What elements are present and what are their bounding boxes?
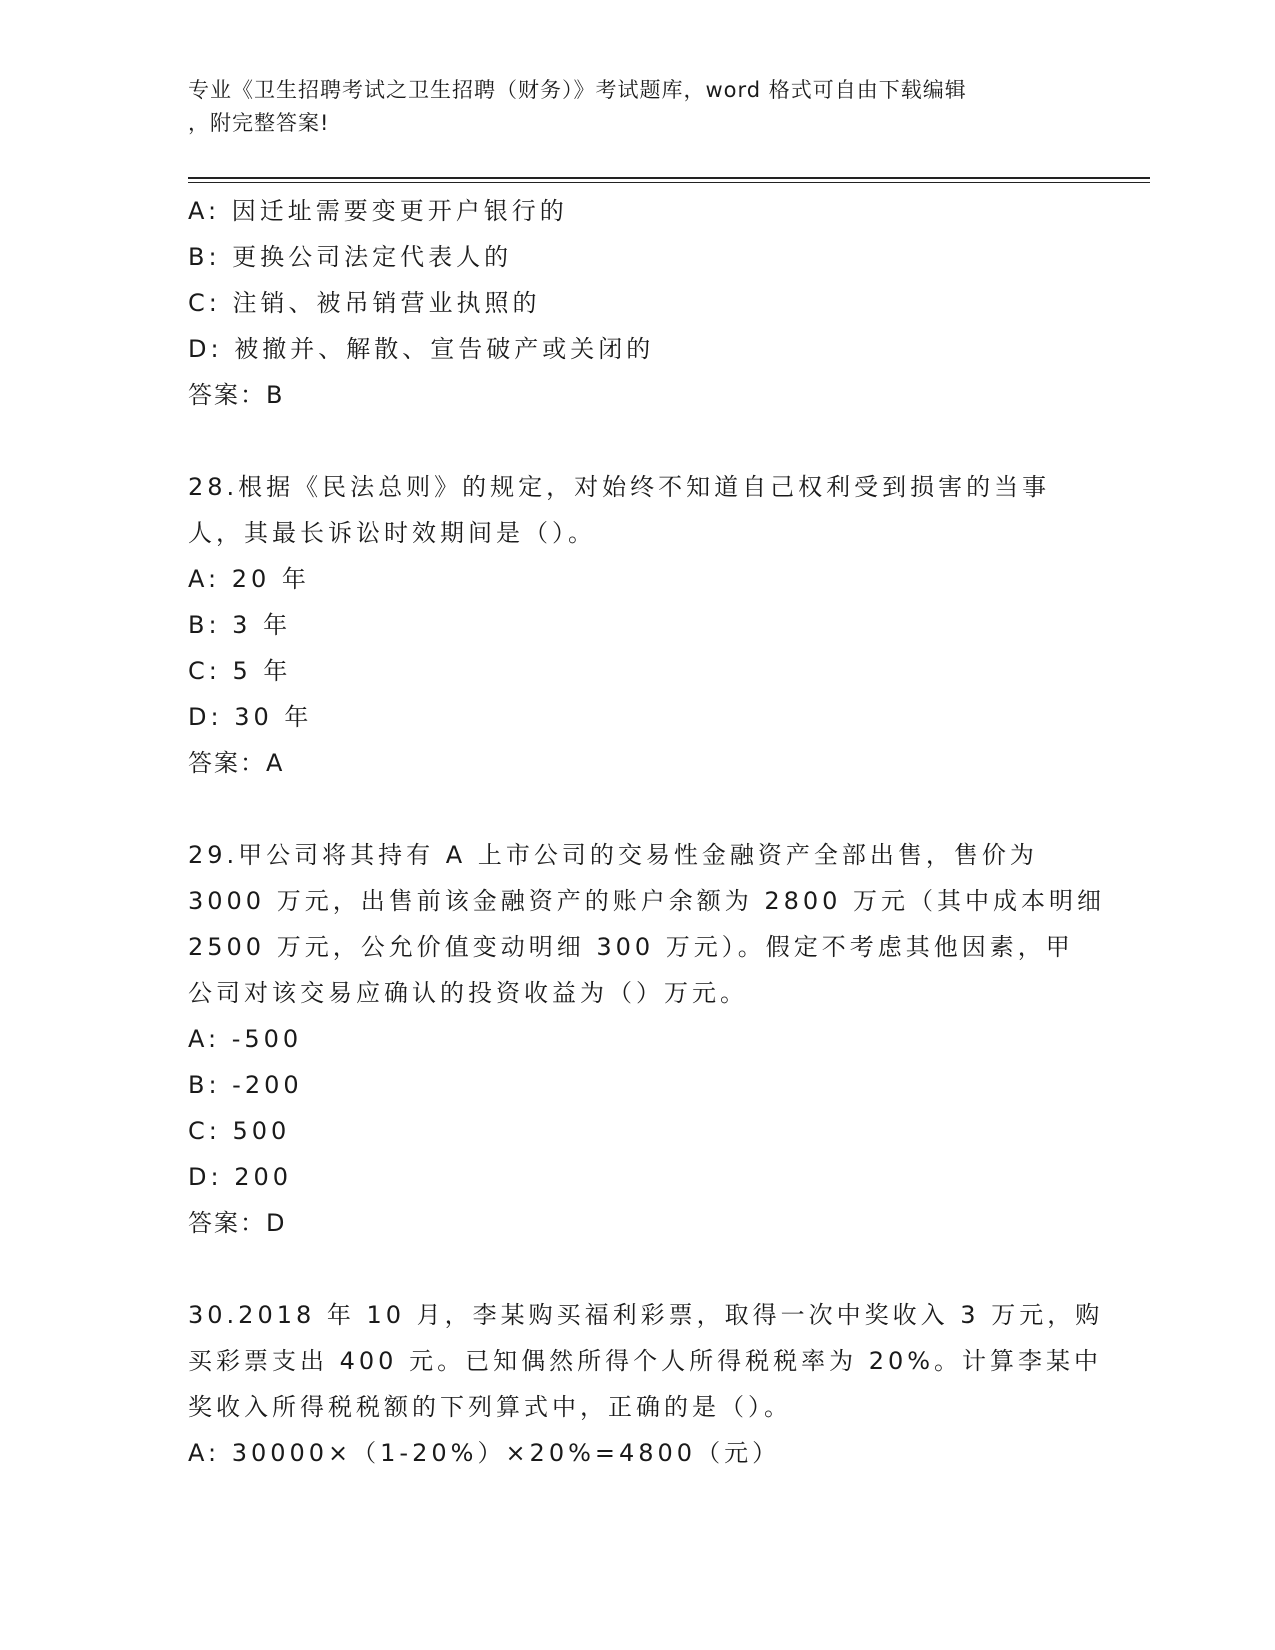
header-rule-thin [188, 182, 1150, 183]
option-a: A: 因迁址需要变更开户银行的 [188, 197, 568, 225]
question-stem-line: 奖收入所得税税额的下列算式中，正确的是（）。 [188, 1393, 792, 1421]
option-c: C: 5 年 [188, 657, 292, 685]
option-b: B: -200 [188, 1071, 303, 1099]
question-30 [188, 1292, 1104, 1476]
spacer [188, 1246, 1088, 1292]
question-stem-line: 28.根据《民法总则》的规定，对始终不知道自己权利受到损害的当事 [188, 473, 1051, 501]
question-stem-line: 29.甲公司将其持有 A 上市公司的交易性金融资产全部出售，售价为 [188, 841, 1038, 869]
answer: 答案：B [188, 381, 285, 409]
question-content [188, 188, 1106, 1476]
question-stem-line: 公司对该交易应确认的投资收益为（）万元。 [188, 979, 748, 1007]
spacer [188, 418, 1088, 464]
question-stem-line: 30.2018 年 10 月，李某购买福利彩票，取得一次中奖收入 3 万元，购 [188, 1301, 1104, 1329]
question-stem-line: 买彩票支出 400 元。已知偶然所得个人所得税税率为 20%。计算李某中 [188, 1347, 1103, 1375]
question-stem-line: 人，其最长诉讼时效期间是（）。 [188, 519, 596, 547]
document-header [188, 74, 1068, 140]
option-d: D: 30 年 [188, 703, 313, 731]
header-line-1: 专业《卫生招聘考试之卫生招聘（财务）》考试题库，word 格式可自由下载编辑 [188, 78, 967, 102]
question-27 [188, 188, 1088, 418]
option-a: A: 20 年 [188, 565, 310, 593]
option-c: C: 注销、被吊销营业执照的 [188, 289, 541, 317]
option-d: D: 被撤并、解散、宣告破产或关闭的 [188, 335, 655, 363]
option-d: D: 200 [188, 1163, 293, 1191]
option-b: B: 3 年 [188, 611, 292, 639]
question-stem-line: 3000 万元，出售前该金融资产的账户余额为 2800 万元（其中成本明细 [188, 887, 1106, 915]
answer: 答案：A [188, 749, 285, 777]
option-a: A: 30000×（1-20%）×20%=4800（元） [188, 1439, 781, 1467]
spacer [188, 786, 1088, 832]
question-28 [188, 464, 1088, 786]
question-29 [188, 832, 1106, 1246]
header-line-2: ，附完整答案! [188, 111, 330, 135]
option-b: B: 更换公司法定代表人的 [188, 243, 513, 271]
header-rule-thick [188, 177, 1150, 179]
answer: 答案：D [188, 1209, 287, 1237]
option-c: C: 500 [188, 1117, 291, 1145]
option-a: A: -500 [188, 1025, 303, 1053]
question-stem-line: 2500 万元，公允价值变动明细 300 万元）。假定不考虑其他因素，甲 [188, 933, 1074, 961]
